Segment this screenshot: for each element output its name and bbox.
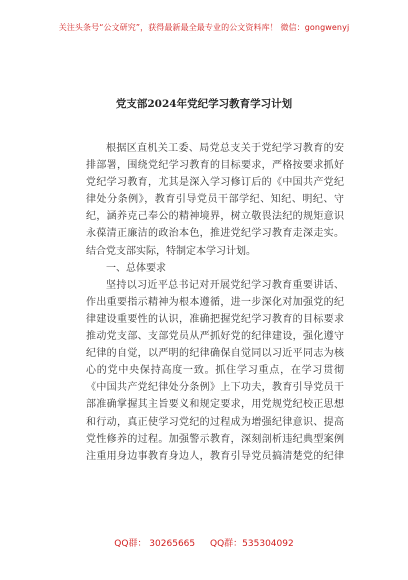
paragraph-requirements [86, 277, 344, 465]
qq-group-1: QQ群： 30265665 [114, 539, 196, 549]
text-line: 永葆清正廉洁的政治本色，推进党纪学习教育走深走实。 [86, 228, 344, 240]
text-line: 律建设重要性的认识，准确把握党纪学习教育的目标要求 [86, 313, 344, 325]
text-line: 部准确掌握其主旨要义和规定要求，用党规党纪校正思想 [86, 399, 344, 411]
document-title: 党支部2024年党纪学习教育学习计划 [115, 98, 293, 110]
text-line: 纪律的自觉，以严明的纪律确保自觉同以习近平同志为核 [86, 348, 344, 360]
text-line: 坚持以习近平总书记对开展党纪学习教育重要讲话、 [106, 279, 344, 291]
text-line: 和行动，真正使学习党纪的过程成为增强纪律意识、提高 [86, 416, 344, 428]
text-line: 党纪学习教育，尤其是深入学习修订后的《中国共产党纪 [86, 177, 344, 189]
text-line: 排部署，围绕党纪学习教育的目标要求，严格按要求抓好 [86, 160, 344, 172]
document-body [86, 140, 344, 465]
text-line: 推动党支部、支部党员从严抓好党的纪律建设，强化遵守 [86, 331, 344, 343]
text-line: 律处分条例》，教育引导党员干部学纪、知纪、明纪、守 [86, 194, 344, 206]
section-heading [86, 260, 344, 277]
footer [0, 536, 408, 549]
text-line: 党性修养的过程。加强警示教育，深刻剖析违纪典型案例 [86, 433, 344, 445]
text-line: 作出重要指示精神为根本遵循，进一步深化对加强党的纪 [86, 296, 344, 308]
text-line: 根据区直机关工委、局党总支关于党纪学习教育的安 [106, 143, 344, 154]
qq-group-2: QQ群：535304092 [210, 539, 294, 549]
paragraph-intro [86, 140, 344, 260]
text-line: 心的党中央保持高度一致。抓住学习重点，在学习贯彻 [86, 365, 344, 377]
text-line: 结合党支部实际，特制定本学习计划。 [86, 245, 256, 257]
text-line: 注重用身边事教育身边人，教育引导党员搞清楚党的纪律 [86, 450, 344, 462]
text-line: 《中国共产党纪律处分条例》上下功夫，教育引导党员干 [86, 382, 344, 394]
top-banner: 关注头条号“公文研究”，获得最新最全最专业的公文资料库！ 微信：gongwenyj [58, 23, 350, 32]
text-line: 纪，涵养克己奉公的精神境界，树立敬畏法纪的规矩意识 [86, 211, 344, 223]
text-line: 一、总体要求 [106, 262, 166, 274]
